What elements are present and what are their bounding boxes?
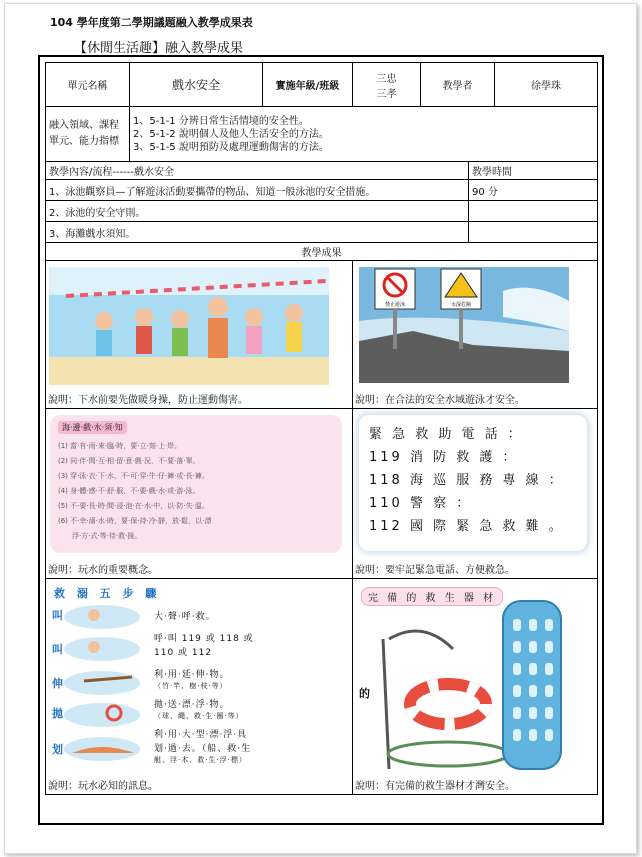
caption-signs: 說明：在合法的安全水域遊泳才安全。 — [355, 395, 525, 406]
step-label-call: 叫 — [52, 609, 63, 622]
equipment-image — [353, 579, 597, 775]
photo-cell-rules — [46, 409, 353, 579]
content-row — [46, 201, 598, 222]
step-line: （竹‧竿、樹‧枝‧等） — [154, 682, 228, 690]
objectives-row — [46, 107, 598, 162]
rule-line: (2) 同‧伴‧間‧互‧相‧留‧意‧戲‧況，不‧要‧落‧單。 — [58, 457, 200, 465]
sign-deep-water: 水深危險 — [450, 302, 472, 308]
grade-value — [353, 63, 421, 107]
results-header: 教學成果 — [46, 243, 598, 261]
step-line: 110 或 112 — [154, 648, 213, 658]
rules-image — [46, 409, 352, 559]
content-time: 90 分 — [469, 180, 598, 201]
photo-row-1 — [46, 261, 598, 409]
content-item: 2、泳池的安全守則。 — [46, 201, 469, 222]
info-row — [46, 63, 598, 107]
rules-title: 海‧邊‧戲‧水‧須‧知 — [58, 421, 127, 434]
step-line: 呼‧叫 119 或 118 或 — [154, 634, 254, 644]
phone-line: 110 警 察 ： — [369, 496, 473, 511]
content-row — [46, 222, 598, 243]
teacher-value: 徐學珠 — [495, 63, 598, 107]
phones-image — [353, 409, 597, 559]
content-item: 1、泳池觀察員—了解遊泳活動要攜帶的物品、知道一般泳池的安全措施。 — [46, 180, 469, 201]
signs-image — [353, 261, 597, 389]
phone-line: 119 消 防 救 護 ： — [369, 450, 519, 465]
content-item: 3、海灘戲水須知。 — [46, 222, 469, 243]
content-header: 教學內容/流程------戲水安全 — [46, 162, 469, 180]
rescue-illustrations — [50, 603, 150, 773]
phone-line: 緊 急 救 助 電 話 ： — [369, 427, 524, 442]
objective-item: 3、5-1-5 說明預防及處理運動傷害的方法。 — [133, 141, 329, 153]
step-line: 利‧用‧大‧型‧漂‧浮‧具 — [154, 730, 248, 740]
rules-card — [50, 415, 342, 553]
phones-card — [359, 415, 587, 551]
objectives-list — [130, 107, 598, 162]
rule-line: 浮‧方‧式‧等‧待‧救‧援。 — [72, 532, 142, 540]
steps-image — [46, 579, 352, 775]
photo-cell-signs — [353, 261, 598, 409]
content-time — [469, 222, 598, 243]
caption-rules: 說明：玩水的重要概念。 — [48, 565, 158, 576]
step-line: （球、繩、救‧生‧圈‧等） — [154, 712, 244, 720]
grade-label: 實施年級/班級 — [263, 63, 353, 107]
grade-value-2: 三孝 — [376, 88, 397, 100]
content-time — [469, 201, 598, 222]
teacher-label: 教學者 — [421, 63, 495, 107]
photo-row-3 — [46, 579, 598, 795]
step-line: 大‧聲‧呼‧救。 — [154, 612, 216, 622]
step-label-shout: 叫 — [52, 643, 63, 656]
section-title: 【休閒生活趣】融入教學成果 — [74, 41, 244, 56]
photo-cell-equipment — [353, 579, 598, 795]
step-line: 利‧用‧延‧伸‧物。 — [154, 670, 230, 680]
grade-value-1: 三忠 — [376, 73, 397, 85]
rule-line: (6) 不‧幸‧溺‧水‧時，要‧保‧持‧冷‧靜，放‧鬆，以‧漂 — [58, 517, 212, 525]
objectives-label: 融入領域、課程單元、能力指標 — [46, 107, 130, 162]
photo-cell-warmup — [46, 261, 353, 409]
time-label: 教學時間 — [469, 162, 598, 180]
sign-no-swim: 禁止游泳 — [384, 302, 406, 308]
photo-cell-phones — [353, 409, 598, 579]
step-label-throw: 拋 — [52, 707, 63, 720]
results-header-row — [46, 243, 598, 261]
equipment-title: 完 備 的 救 生 器 材 — [361, 587, 503, 606]
rule-line: (1) 當‧有‧雨‧來‧臨‧時，要‧立‧刻‧上‧岸。 — [58, 442, 182, 450]
caption-steps: 說明：玩水必知的訊息。 — [48, 781, 158, 792]
step-line: 划‧過‧去。（船、救‧生 — [154, 744, 252, 754]
steps-title: 救 溺 五 步 驟 — [54, 587, 161, 600]
phone-line: 112 國 際 緊 急 救 難 。 — [369, 519, 565, 534]
warmup-image — [46, 261, 352, 389]
photo-cell-steps — [46, 579, 353, 795]
step-label-row: 划 — [52, 743, 63, 756]
lesson-table — [45, 62, 598, 795]
step-line: 拋‧送‧漂‧浮‧物。 — [154, 700, 230, 710]
caption-equipment: 說明：有完備的救生器材才灣安全。 — [355, 781, 515, 792]
step-line: 艇、浮‧木、救‧生‧浮‧標） — [154, 756, 247, 764]
rule-line: (4) 身‧體‧感‧不‧舒‧服，不‧要‧戲‧水‧或‧游‧泳。 — [58, 487, 200, 495]
rule-line: (5) 不‧要‧長‧時‧間‧浸‧泡‧在‧水‧中，以‧防‧失‧溫。 — [58, 502, 209, 510]
caption-warmup: 說明：下水前要先做暖身操，防止運動傷害。 — [48, 395, 248, 406]
photo-row-2 — [46, 409, 598, 579]
content-header-row — [46, 162, 598, 180]
caption-phones: 說明：要牢記緊急電話、方便救急。 — [355, 565, 515, 576]
rule-line: (3) 穿‧泳‧衣‧下‧水，不‧可‧穿‧牛‧仔‧褲‧或‧長‧褲。 — [58, 472, 209, 480]
content-row — [46, 180, 598, 201]
unit-value: 戲水安全 — [130, 63, 263, 107]
objective-item: 2、5-1-2 說明個人及他人生活安全的方法。 — [133, 128, 329, 140]
objective-item: 1、5-1-1 分辨日常生活情境的安全性。 — [133, 115, 309, 127]
phone-line: 118 海 巡 服 務 專 線 ： — [369, 473, 565, 488]
document-title: 104 學年度第二學期議題融入教學成果表 — [50, 16, 253, 29]
step-label-reach: 伸 — [52, 677, 63, 690]
unit-label: 單元名稱 — [46, 63, 130, 107]
equipment-side-text: 的 — [359, 687, 370, 700]
